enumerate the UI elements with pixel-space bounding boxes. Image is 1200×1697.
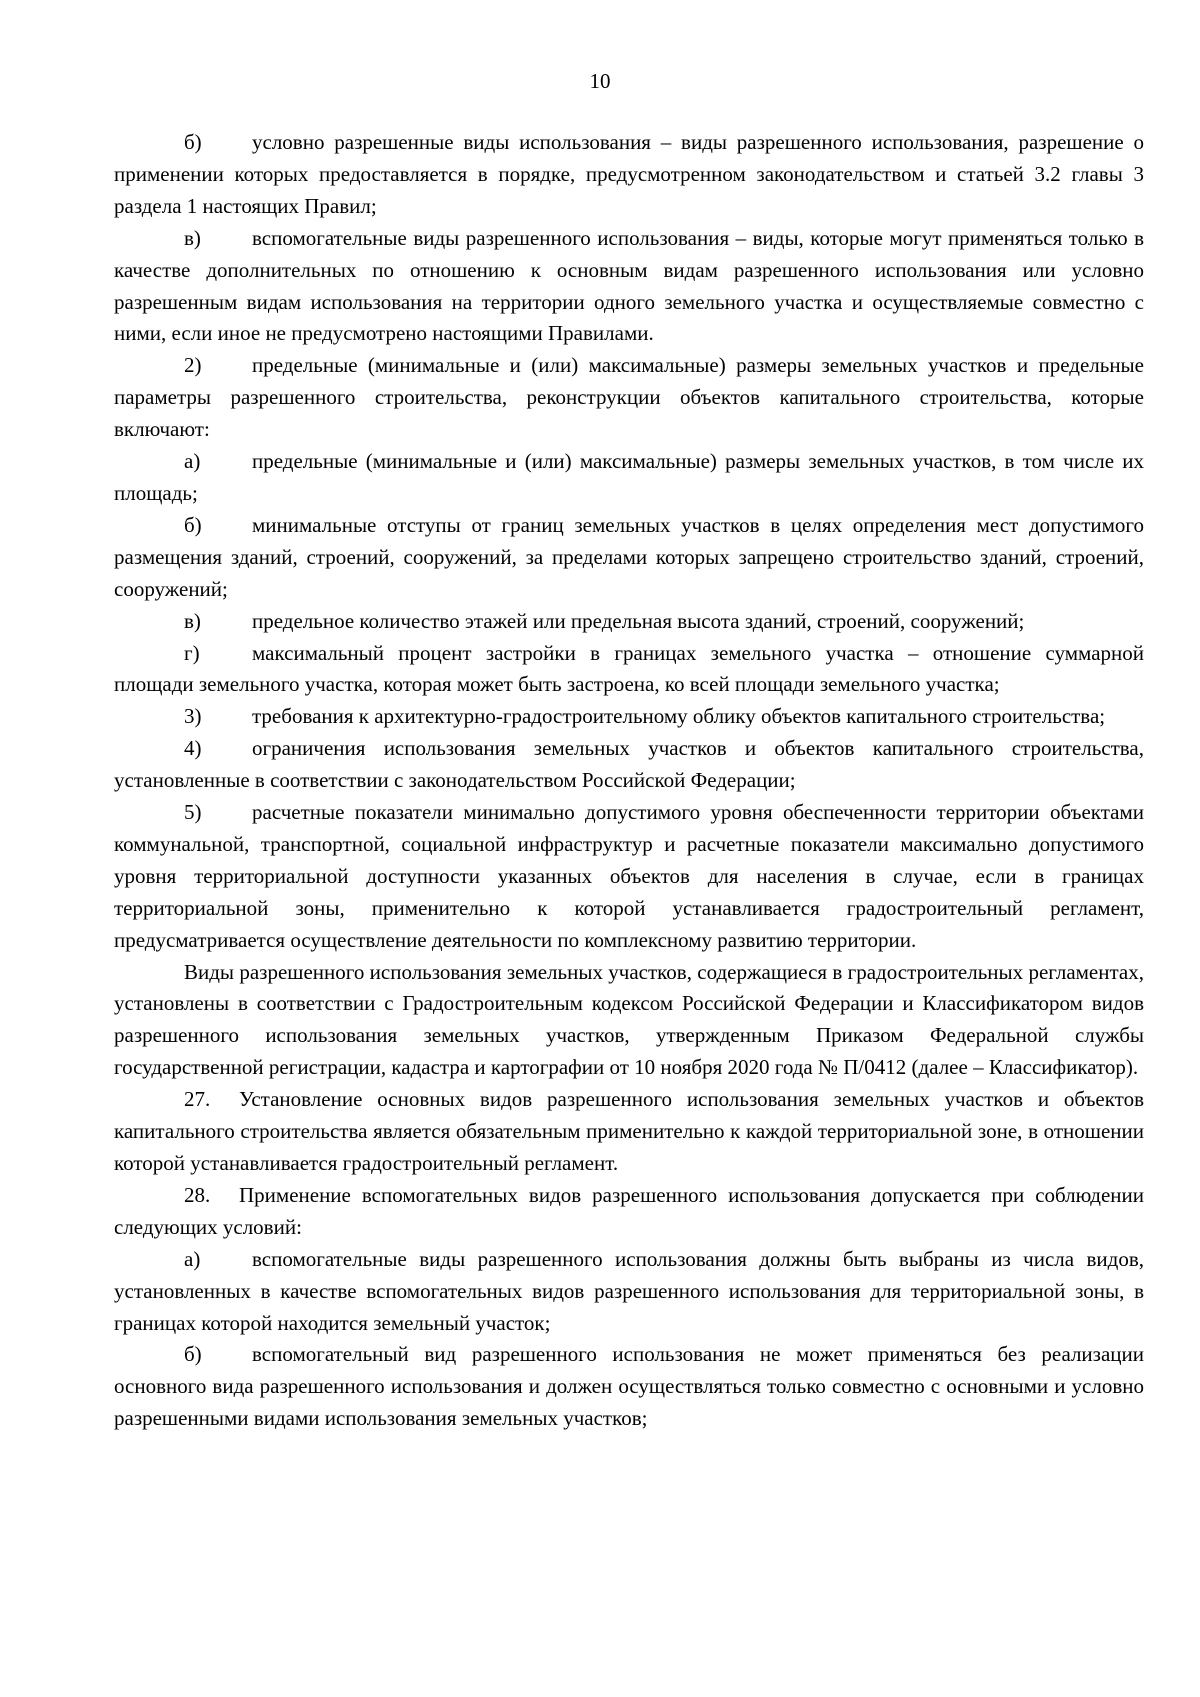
paragraph-marker: 27. — [184, 1087, 211, 1112]
paragraph-text: условно разрешенные виды использования – виды разрешенного использования, разрешение о применении которых предоставляется в порядке, предусмотренном законодательством и статьей 3.2 главы 3 раздела 1 настоящих Правил; — [114, 130, 1144, 218]
paragraph-2 — [114, 223, 1144, 351]
paragraph-5 — [114, 510, 1144, 606]
paragraph-8 — [114, 701, 1144, 733]
paragraph-marker: б) — [184, 130, 202, 154]
paragraph-11 — [114, 957, 1144, 1085]
paragraph-text: вспомогательные виды разрешенного использования должны быть выбраны из числа видов, установленных в качестве вспомогательных видов разрешенного использования для территориальной зоны, в границах которой находится земельный участок; — [114, 1246, 1144, 1335]
paragraph-marker: 4) — [184, 736, 202, 761]
paragraph-10 — [114, 797, 1144, 957]
paragraph-15 — [114, 1339, 1144, 1435]
document-body — [114, 127, 1144, 1435]
paragraph-9 — [114, 733, 1144, 797]
paragraph-marker: б) — [184, 1342, 202, 1367]
paragraph-marker: 28. — [184, 1182, 211, 1207]
paragraph-marker: а) — [184, 1246, 201, 1271]
paragraph-text: расчетные показатели минимально допустимого уровня обеспеченности территории объектами коммунальной, транспортной, социальной инфраструктур и расчетные показатели максимально допустимого уровня территориальной доступности указанных объектов для населения в случае, если в границах территориальной зоны, применительно к которой устанавливается градостроительный регламент, предусматривается осуществление деятельности по комплексному развитию территории. — [114, 800, 1144, 952]
paragraph-marker: в) — [184, 608, 201, 633]
paragraph-marker: 5) — [184, 800, 202, 825]
paragraph-text: предельное количество этажей или предельная высота зданий, строений, сооружений; — [252, 608, 1025, 633]
paragraph-text: ограничения использования земельных участков и объектов капитального строительства, установленные в соответствии с законодательством Российской Федерации; — [114, 736, 1144, 793]
paragraph-text: требования к архитектурно-градостроительному облику объектов капитального строительства; — [252, 704, 1106, 729]
paragraph-marker: а) — [184, 449, 201, 474]
paragraph-3 — [114, 350, 1144, 446]
paragraph-marker: г) — [184, 640, 200, 665]
paragraph-marker: б) — [184, 512, 202, 537]
paragraph-7 — [114, 638, 1144, 702]
paragraph-text: вспомогательные виды разрешенного использования – виды, которые могут применяться только в качестве дополнительных по отношению к основным видам разрешенного использования или условно разрешенным видам использования на территории одного земельного участка и осуществляемые совместно с ними, если иное не предусмотрено настоящими Правилами. — [114, 225, 1144, 346]
paragraph-text: максимальный процент застройки в границах земельного участка – отношение суммарной площади земельного участка, которая может быть застроена, ко всей площади земельного участка; — [114, 640, 1144, 697]
paragraph-text: вспомогательный вид разрешенного использования не может применяться без реализации основного вида разрешенного использования и должен осуществляться только совместно с основными и условно разрешенными видами использования земельных участков; — [114, 1342, 1144, 1431]
paragraph-text: Виды разрешенного использования земельных участков, содержащиеся в градостроительных регламентах, установлены в соответствии с Градостроительным кодексом Российской Федерации и Классификатором видов разрешенного использования земельных участков, утвержденным Приказом Федеральной службы государственной регистрации, кадастра и картографии от 10 ноября 2020 года № П/0412 (далее – Классификатор). — [114, 959, 1144, 1080]
paragraph-marker: в) — [184, 225, 201, 250]
paragraph-text: минимальные отступы от границ земельных участков в целях определения мест допустимого размещения зданий, строений, сооружений, за пределами которых запрещено строительство зданий, строений, сооружений; — [114, 512, 1144, 601]
paragraph-4 — [114, 446, 1144, 510]
paragraph-14 — [114, 1244, 1144, 1340]
paragraph-text: Установление основных видов разрешенного использования земельных участков и объектов капитального строительства является обязательным применительно к каждой территориальной зоне, в отношении которой устанавливается градостроительный регламент. — [114, 1087, 1144, 1175]
paragraph-text: Применение вспомогательных видов разрешенного использования допускается при соблюдении следующих условий: — [114, 1182, 1144, 1239]
paragraph-marker: 3) — [184, 704, 202, 729]
paragraph-12 — [114, 1084, 1144, 1180]
paragraph-text: предельные (минимальные и (или) максимальные) размеры земельных участков, в том числе их площадь; — [114, 449, 1144, 505]
paragraph-1 — [114, 127, 1144, 223]
paragraph-13 — [114, 1180, 1144, 1244]
paragraph-text: предельные (минимальные и (или) максимальные) размеры земельных участков и предельные параметры разрешенного строительства, реконструкции объектов капитального строительства, которые включают: — [114, 353, 1144, 442]
paragraph-marker: 2) — [184, 353, 202, 378]
page-number: 10 — [589, 69, 611, 93]
paragraph-6 — [114, 606, 1144, 638]
